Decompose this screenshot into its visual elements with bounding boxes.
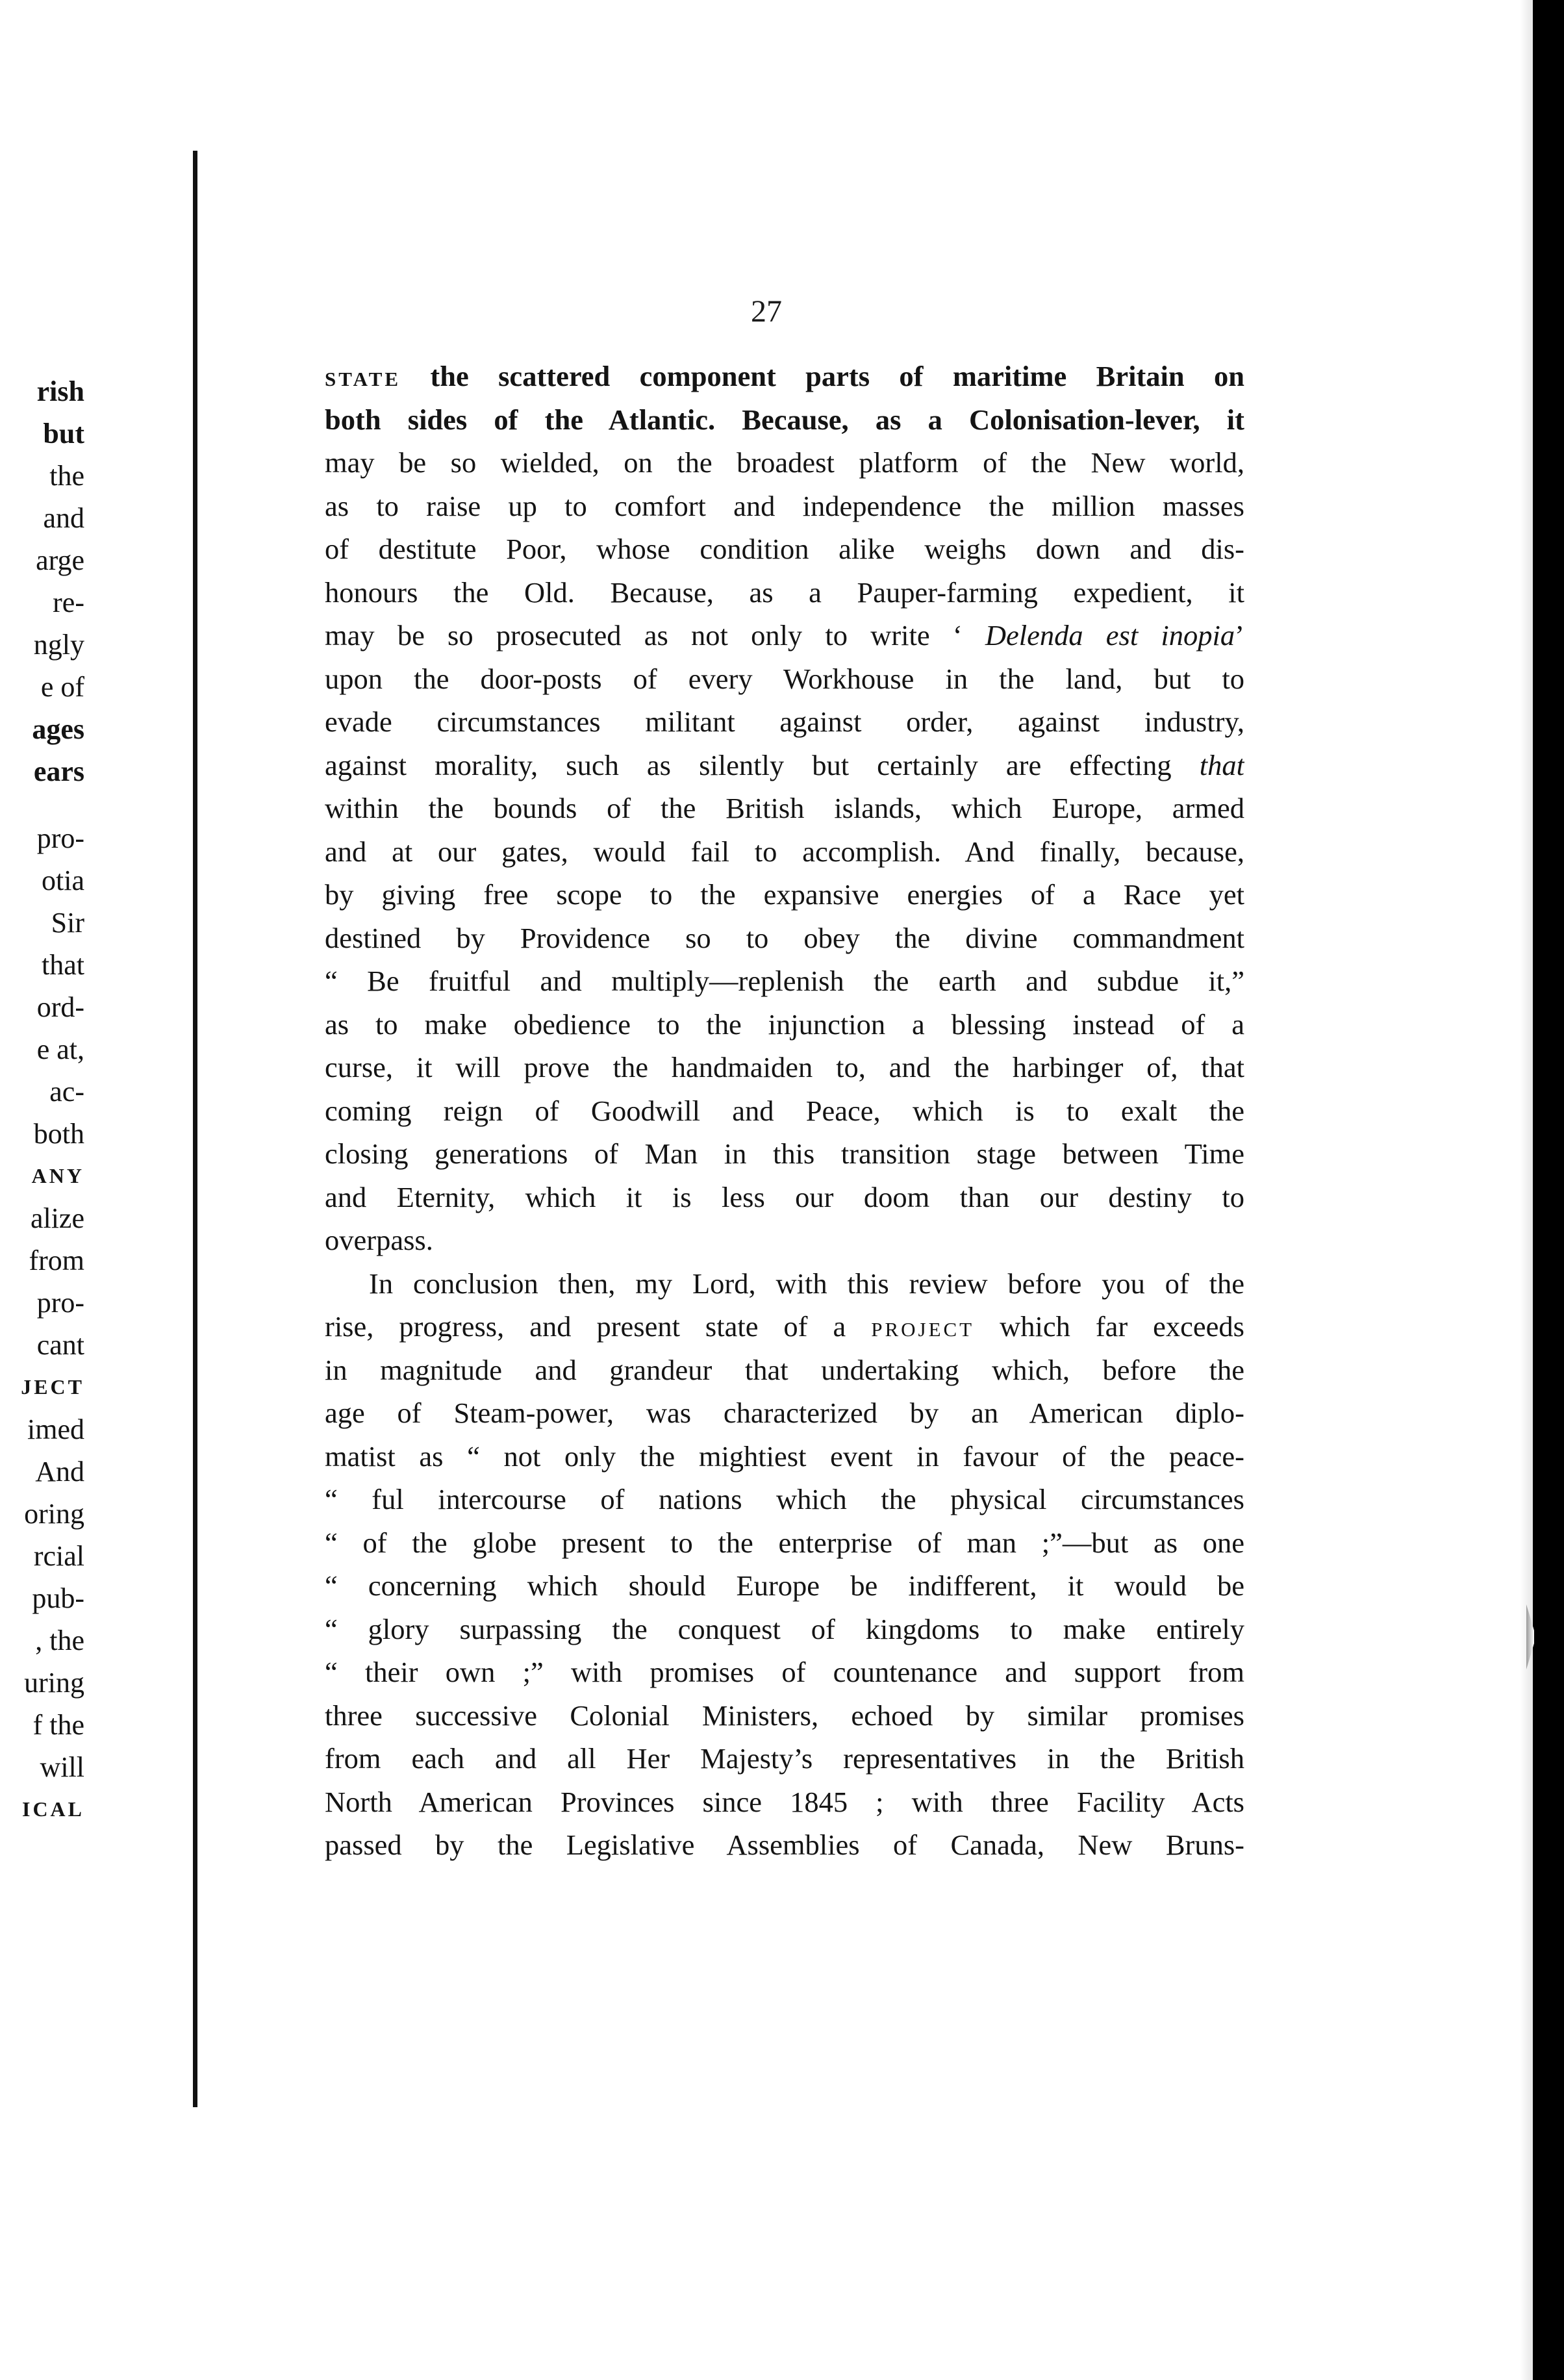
text-line: “ concerning which should Europe be indifferent, it would be: [325, 1569, 1244, 1602]
facing-page-fragment: and: [43, 502, 84, 534]
smallcaps-word: PROJECT: [871, 1318, 975, 1341]
facing-page-fragment: alize: [30, 1202, 84, 1234]
line-text: against morality, such as silently but certainly are effecting: [325, 748, 1200, 781]
text-line: within the bounds of the British islands, which Europe, armed: [325, 792, 1244, 824]
facing-page-fragment: rish: [36, 375, 84, 407]
facing-page-fragment: the: [49, 460, 84, 492]
facing-page-fragment: e at,: [36, 1033, 84, 1065]
line-text: which far exceeds: [974, 1310, 1244, 1343]
facing-page-fragment: pub-: [32, 1582, 84, 1614]
text-line: matist as “ not only the mightiest event in favour of the peace-: [325, 1439, 1244, 1473]
text-line: overpass.: [325, 1224, 433, 1256]
text-line: and Eternity, which it is less our doom than our destiny to: [325, 1180, 1244, 1213]
text-line: as to make obedience to the injunction a blessing instead of a: [325, 1007, 1244, 1041]
text-line: [325, 1305, 1244, 1348]
text-line: from each and all Her Majesty’s representatives in the British: [325, 1742, 1244, 1775]
facing-page-fragment: but: [43, 418, 84, 449]
text-line: “ of the globe present to the enterprise of man ;”—but as one: [325, 1526, 1244, 1559]
facing-page-fragment: that: [42, 949, 84, 981]
text-line: passed by the Legislative Assemblies of Canada, New Bruns-: [325, 1829, 1244, 1861]
text-line: “ their own ;” with promises of countenance and support from: [325, 1656, 1244, 1688]
page-edge: [1520, 0, 1533, 2380]
line-text: the scattered component parts of maritime Britain on: [401, 360, 1244, 392]
facing-page-fragment: will: [40, 1751, 84, 1783]
facing-page-fragment: , the: [35, 1625, 84, 1656]
italic-phrase: Delenda est inopia: [985, 619, 1235, 652]
facing-page-fragment: re-: [53, 587, 84, 618]
facing-page-fragment: uring: [24, 1667, 84, 1699]
gutter-rule: [193, 151, 197, 2107]
smallcaps-word: STATE: [325, 368, 401, 390]
text-line: upon the door-posts of every Workhouse in the land, but to: [325, 662, 1244, 695]
text-line: evade circumstances militant against order, against industry,: [325, 705, 1244, 738]
facing-page-fragment: imed: [27, 1413, 84, 1445]
text-line: and at our gates, would fail to accomplish. And finally, because,: [325, 835, 1244, 868]
facing-page-fragment: rcial: [33, 1540, 84, 1572]
facing-page-fragment: otia: [42, 865, 84, 896]
text-line: coming reign of Goodwill and Peace, which is to exalt the: [325, 1094, 1244, 1127]
text-line: [325, 614, 1244, 657]
facing-page-fragment: ANY: [31, 1164, 84, 1187]
text-line: destined by Providence so to obey the divine commandment: [325, 921, 1244, 954]
facing-page-fragment: ord-: [36, 991, 84, 1023]
text-line: [325, 355, 1244, 398]
text-line: three successive Colonial Ministers, echoed by similar promises: [325, 1699, 1244, 1732]
facing-page-fragment: JECT: [21, 1375, 84, 1399]
line-text: ’: [1235, 619, 1244, 652]
facing-page-fragment: ages: [32, 713, 84, 745]
line-text: rise, progress, and present state of a: [325, 1310, 872, 1343]
text-line: honours the Old. Because, as a Pauper-farming expedient, it: [325, 576, 1244, 609]
text-line: by giving free scope to the expansive energies of a Race yet: [325, 878, 1244, 911]
facing-page-fragment: ngly: [33, 629, 84, 661]
text-line: North American Provinces since 1845 ; with three Facility Acts: [325, 1785, 1244, 1818]
facing-page-fragment: f the: [32, 1709, 84, 1741]
facing-page-fragment: arge: [36, 544, 84, 576]
text-line: In conclusion then, my Lord, with this review before you of the: [369, 1267, 1244, 1300]
text-line: curse, it will prove the handmaiden to, and the harbinger of, that: [325, 1051, 1244, 1083]
facing-page-fragment: pro-: [36, 1287, 84, 1319]
text-line: both sides of the Atlantic. Because, as a Colonisation-lever, it: [325, 403, 1244, 436]
page-number: 27: [751, 294, 782, 329]
text-line: “ ful intercourse of nations which the physical circumstances: [325, 1483, 1244, 1515]
facing-page-fragments: [0, 370, 84, 1830]
line-text: may be so prosecuted as not only to write ‘: [325, 619, 985, 652]
text-line: “ Be fruitful and multiply—replenish the earth and subdue it,”: [325, 965, 1244, 997]
text-line: closing generations of Man in this transition stage between Time: [325, 1137, 1244, 1170]
text-line: [325, 744, 1244, 787]
facing-page-fragment: And: [35, 1456, 84, 1488]
facing-page-fragment: ears: [33, 755, 84, 787]
italic-phrase: that: [1199, 748, 1244, 781]
facing-page-fragment: Sir: [51, 907, 84, 939]
text-line: may be so wielded, on the broadest platform of the New world,: [325, 446, 1244, 479]
facing-page-fragment: e of: [40, 671, 84, 703]
facing-page-fragment: cant: [36, 1329, 84, 1361]
facing-page-fragment: ICAL: [21, 1797, 84, 1821]
facing-page-fragment: both: [33, 1118, 84, 1150]
text-line: age of Steam-power, was characterized by an American diplo-: [325, 1397, 1244, 1429]
text-line: of destitute Poor, whose condition alike weighs down and dis-: [325, 533, 1244, 565]
body-text: [325, 355, 1244, 1867]
facing-page-fragment: from: [29, 1245, 84, 1276]
facing-page-fragment: pro-: [36, 822, 84, 854]
facing-page-fragment: ac-: [49, 1076, 84, 1108]
facing-page-fragment: oring: [24, 1498, 84, 1530]
text-line: in magnitude and grandeur that undertaking which, before the: [325, 1353, 1244, 1386]
text-line: as to raise up to comfort and independence the million masses: [325, 489, 1244, 522]
text-line: “ glory surpassing the conquest of kingdoms to make entirely: [325, 1612, 1244, 1645]
